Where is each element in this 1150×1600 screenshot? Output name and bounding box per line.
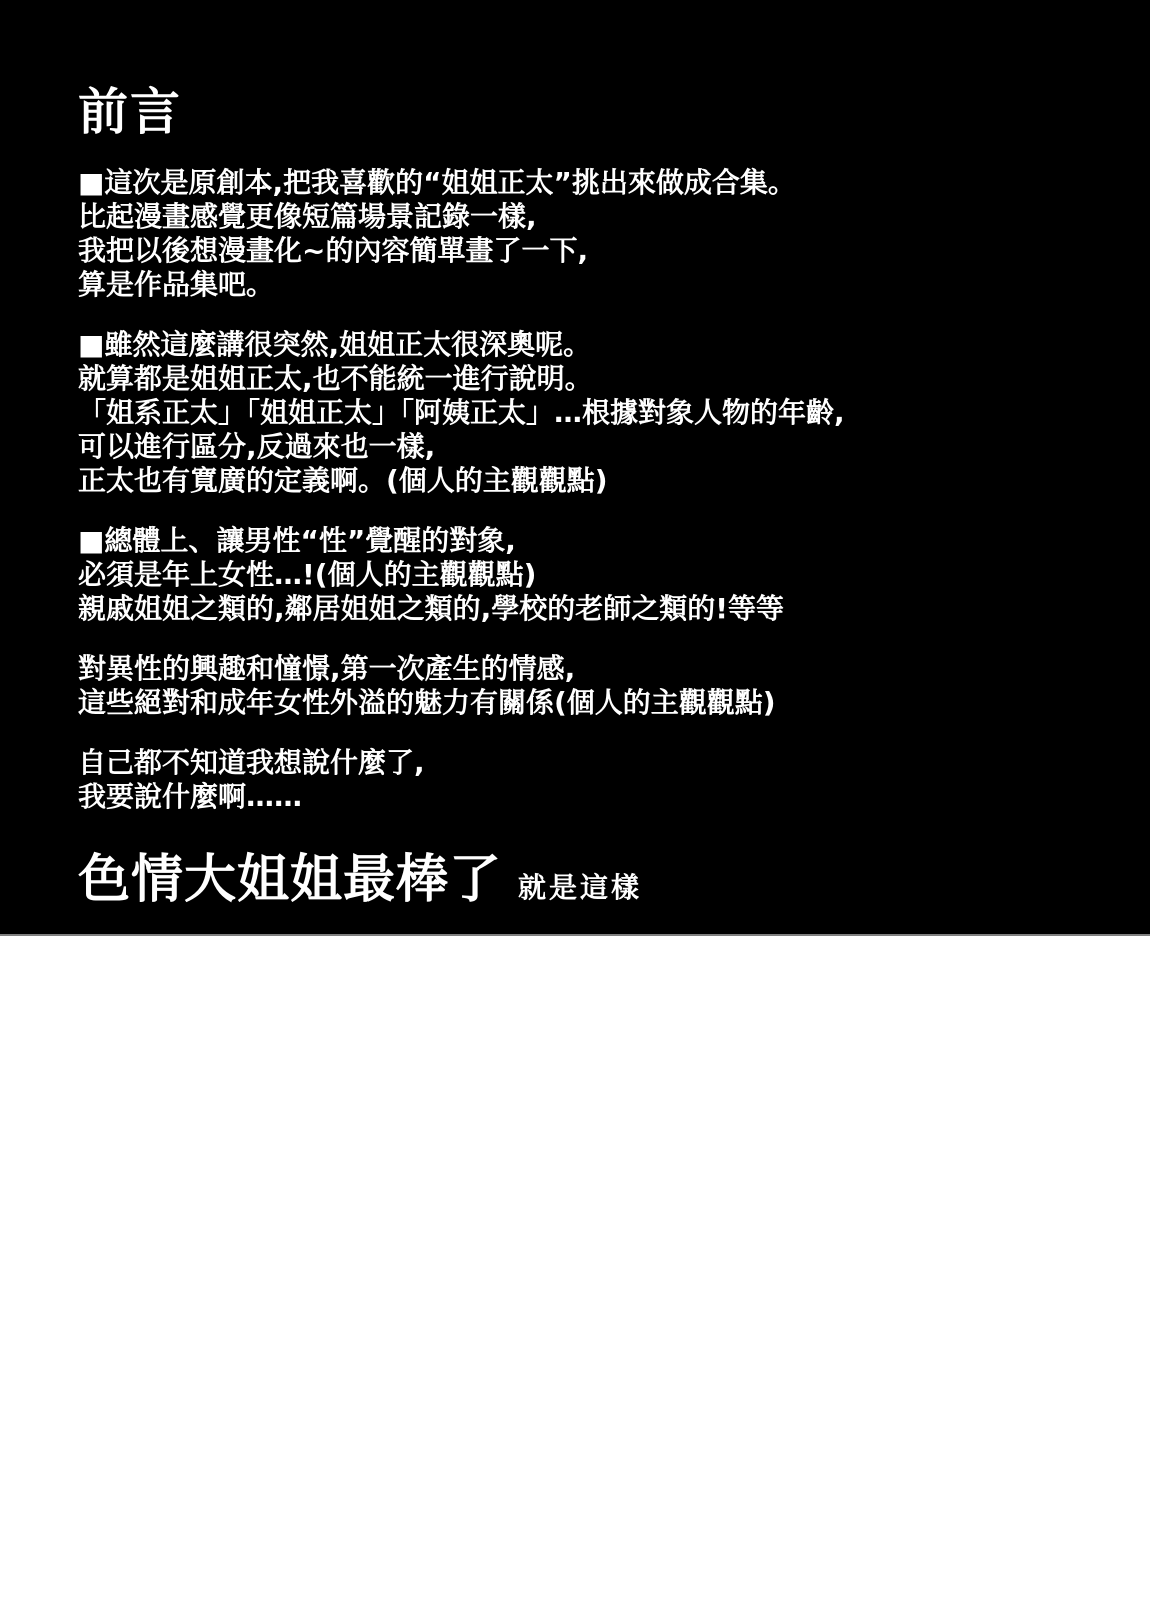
text-line: 我要說什麼啊……: [78, 780, 303, 813]
text-line: 自己都不知道我想說什麼了,: [78, 746, 425, 779]
text-line: 比起漫畫感覺更像短篇場景記錄一樣,: [78, 200, 537, 233]
paragraph-2: [78, 328, 1110, 498]
closing-statement-main: 色情大姐姐最棒了: [78, 850, 503, 910]
closing-statement-suffix: 就是這樣: [518, 871, 643, 904]
blank-page-area: [0, 938, 1150, 1600]
text-line: 我把以後想漫畫化~的內容簡單畫了一下,: [78, 234, 589, 267]
text-line: 正太也有寬廣的定義啊。(個人的主觀觀點): [78, 464, 608, 497]
text-line: 就算都是姐姐正太,也不能統一進行說明。: [78, 362, 593, 395]
text-line: 這些絕對和成年女性外溢的魅力有關係(個人的主觀觀點): [78, 686, 776, 719]
text-line: ■總體上、讓男性“性”覺醒的對象,: [78, 524, 516, 557]
text-line: 對異性的興趣和憧憬,第一次產生的情感,: [78, 652, 576, 685]
text-line: 可以進行區分,反過來也一樣,: [78, 430, 436, 463]
text-line: 必須是年上女性…!(個人的主觀觀點): [78, 558, 537, 591]
page-title: 前言: [78, 83, 182, 141]
text-line: ■這次是原創本,把我喜歡的“姐姐正太”挑出來做成合集。: [78, 166, 796, 199]
paragraph-1: [78, 166, 1110, 302]
text-line: 算是作品集吧。: [78, 268, 275, 301]
paragraph-3: [78, 524, 1110, 626]
closing-statement: [78, 852, 1110, 908]
text-line: 親戚姐姐之類的,鄰居姐姐之類的,學校的老師之類的!等等: [78, 592, 785, 625]
text-line: ■雖然這麼講很突然,姐姐正太很深奧呢。: [78, 328, 592, 361]
paragraph-5: [78, 746, 1110, 814]
text-line: 「姐系正太」「姐姐正太」「阿姨正太」…根據對象人物的年齡,: [78, 396, 845, 429]
paragraph-4: [78, 652, 1110, 720]
